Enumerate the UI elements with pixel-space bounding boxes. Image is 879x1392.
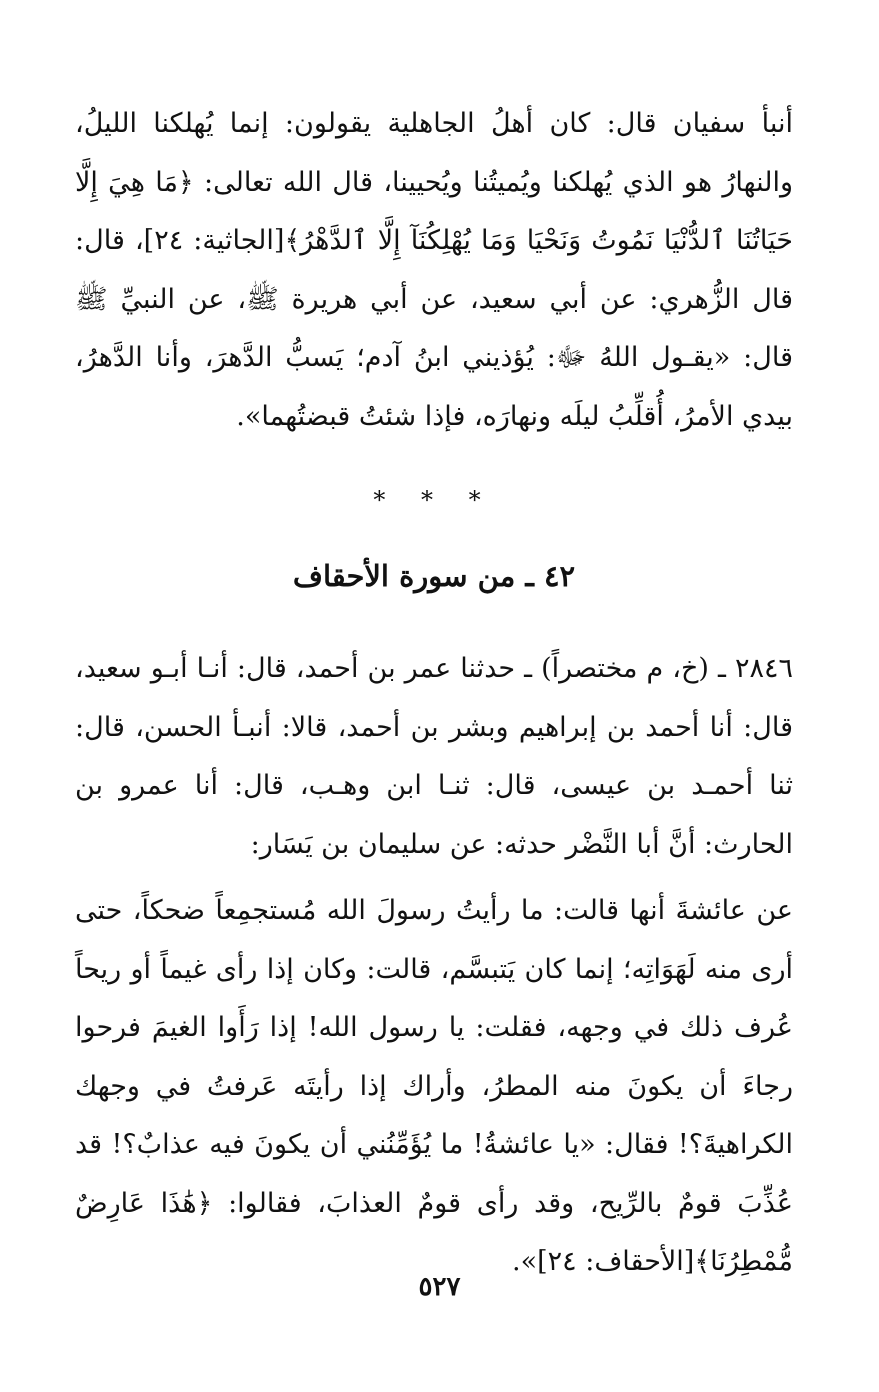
bottom-paragraph (75, 640, 793, 874)
text-line: أن يكونَ منه المطرُ، وأراك إذا رأيتَه عَرفتُ في وجهك الكراهيةَ؟! فقال: (75, 1070, 793, 1160)
text-line: سعيد، قال: أنا أحمد بن إبراهيم وبشر بن أحمد، قالا: أنبـأ الحسن، (75, 653, 793, 743)
text-line: أنبأ سفيان قال: كان أهلُ الجاهلية يقولون: إنما يُهلكنا الليلُ، (75, 108, 793, 139)
text-line: رأى قومٌ العذابَ، فقالوا: ﴿هَٰذَا عَارِضٌ مُّمْطِرُنَا﴾[الأحقاف: ٢٤]». (75, 1187, 793, 1277)
text-line: أبي سعيد، عن أبي هريرة ﷺ، عن النبيِّ ﷺ قال: «يقـول اللهُ ﷻ: (75, 283, 794, 373)
text-line: فإذا شئتُ قبضتُهما». (236, 400, 466, 432)
text-line: ٱلدُّنْيَا نَمُوتُ وَنَحْيَا وَمَا يُهْلِكُنَآ إِلَّا ٱلدَّهْرُ﴾[الجاثية: ٢٤]، قال: قال الزُّهري: عن (75, 225, 793, 315)
text-line: الحارث: أنَّ أبا النَّضْر حدثه: عن سليمان بن يَسَار: (250, 828, 793, 860)
page-number: ٥٢٧ (418, 1272, 461, 1302)
text-line: قال: ثنا أحمـد بن عيسى، قال: ثنـا ابن وهـب، قال: أنا عمرو بن (75, 711, 793, 801)
text-line: «يا عائشةُ! ما يُؤَمِّنُني أن يكونَ فيه عذابٌ؟! قد عُذِّبَ قومٌ بالرِّيح، وقد (75, 1129, 793, 1219)
chapter-heading: ٤٢ ـ من سورة الأحقاف (292, 559, 576, 593)
top-paragraph (75, 95, 793, 446)
text-line: يُؤذيني ابنُ آدم؛ يَسبُّ الدَّهرَ، وأنا الدَّهرُ، بيدي الأمرُ، أُقلِّبُ ليلَه ونهارَه، (75, 342, 793, 432)
text-line: ٢٨٤٦ ـ (خ، م مختصراً) ـ حدثنا عمر بن أحمد، قال: أنـا أبـو (150, 653, 793, 684)
bottom-paragraph (75, 882, 793, 1292)
page-body (75, 95, 793, 1292)
text-line: عن عائشةَ أنها قالت: ما رأيتُ رسولَ الله مُستجمِعاً ضحكاً، حتى (75, 895, 793, 926)
section-separator: * * * (373, 486, 495, 514)
text-line: عُرف ذلك في وجهه، فقلت: يا رسول الله! إذا رَأَوا الغيمَ فرحوا رجاءَ (75, 1012, 793, 1102)
text-line: والنهارُ هو الذي يُهلكنا ويُميتُنا ويُحيينا، قال الله تعالى: ﴿مَا هِيَ إِلَّا حَيَاتُنَا (75, 166, 793, 256)
text-line: أرى منه لَهَوَاتِه؛ إنما كان يَتبسَّم، قالت: وكان إذا رأى غيماً أو ريحاً (75, 953, 793, 985)
top-section (75, 95, 793, 446)
bottom-section (75, 640, 793, 1292)
